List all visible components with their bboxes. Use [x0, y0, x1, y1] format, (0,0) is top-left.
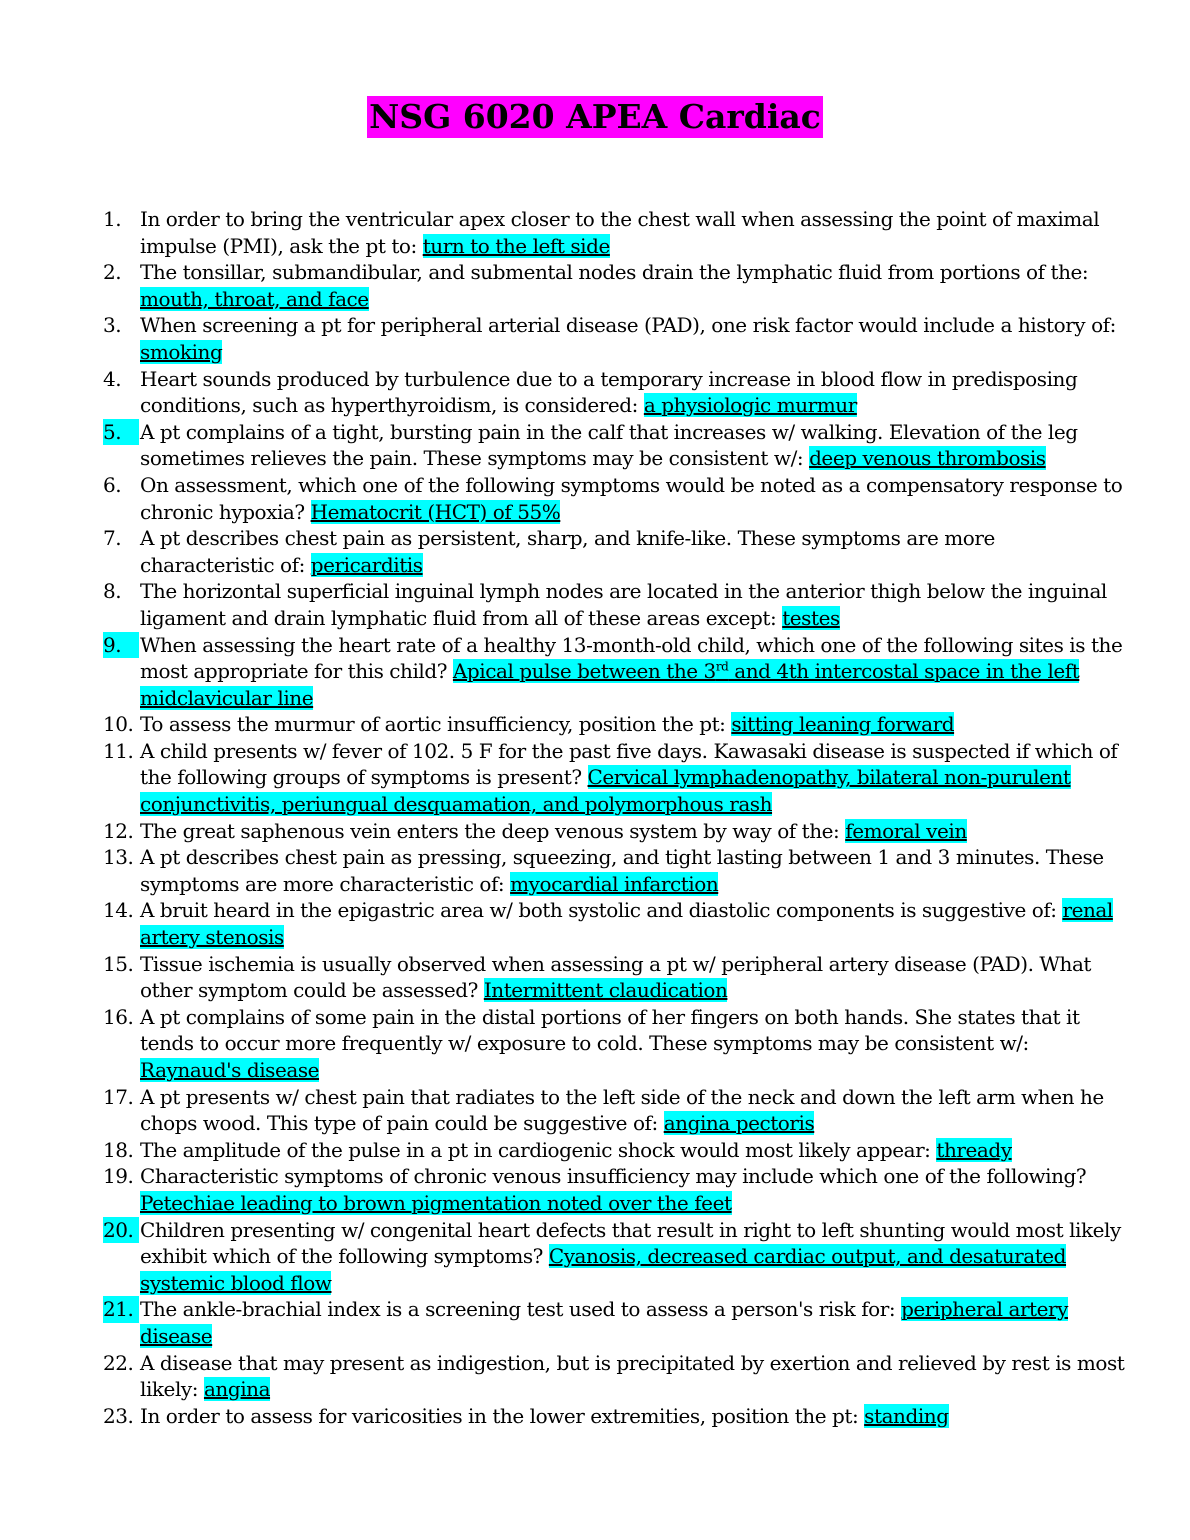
answer-highlight: Hematocrit (HCT) of 55% — [310, 499, 561, 524]
question-text: A pt complains of a tight, bursting pain in the calf that increases w/ walking. Elevation of the leg sometimes relieves the pain. These symptoms may be consistent w/: — [140, 419, 1078, 471]
answer-highlight: mouth, throat, and face — [140, 286, 369, 311]
question-text: A pt presents w/ chest pain that radiates to the left side of the neck and down the left arm when he chops wood. This type of pain could be suggestive of: — [140, 1084, 1104, 1136]
item-number-highlighted: 21. — [103, 1296, 139, 1323]
list-item — [103, 632, 1133, 712]
list-item — [103, 206, 1133, 259]
item-number: 10. — [103, 712, 134, 737]
question-list — [103, 206, 1133, 1429]
item-number-highlighted: 5. — [103, 419, 139, 446]
question-text: In order to bring the ventricular apex closer to the chest wall when assessing the point of maximal impulse (PMI), ask the pt to: — [140, 207, 1100, 258]
question-text: A pt describes chest pain as persistent, sharp, and knife-like. These symptoms are more characteristic of: — [140, 526, 995, 577]
list-item — [103, 1403, 1133, 1430]
list-item — [103, 366, 1133, 419]
answer-highlight: Cyanosis, decreased cardiac output, and desaturated systemic blood flow — [140, 1244, 1067, 1295]
list-item — [103, 844, 1133, 897]
item-number: 19. — [103, 1164, 134, 1189]
item-number: 22. — [103, 1350, 134, 1375]
question-text: On assessment, which one of the following symptoms would be noted as a compensatory response to chronic hypoxia? — [140, 472, 1123, 524]
item-number: 7. — [103, 526, 122, 551]
list-item — [103, 711, 1133, 738]
item-number-highlighted: 20. — [103, 1217, 139, 1244]
list-item — [103, 951, 1133, 1004]
item-number-highlighted: 9. — [103, 632, 139, 659]
question-text: A disease that may present as indigestion, but is precipitated by exertion and relieved by rest is most likely: — [140, 1350, 1125, 1402]
title-container — [0, 96, 1190, 138]
answer-highlight: Petechiae leading to brown pigmentation noted over the feet — [140, 1190, 732, 1215]
answer-highlight: a physiologic murmur — [643, 393, 857, 418]
page-title: NSG 6020 APEA Cardiac — [369, 97, 821, 136]
list-item — [103, 1137, 1133, 1164]
answer-highlight: myocardial infarction — [510, 871, 719, 896]
item-number: 13. — [103, 845, 134, 870]
answer-highlight: testes — [782, 605, 840, 630]
question-text: The tonsillar, submandibular, and submental nodes drain the lymphatic fluid from portions of the: — [140, 260, 1089, 285]
answer-part: and 4th intercostal space in the left midclavicular line — [140, 659, 1080, 710]
question-text: A child presents w/ fever of 102. 5 F for the past five days. Kawasaki disease is suspected if which of the following groups of symptoms is present? — [140, 738, 1118, 790]
question-text: When assessing the heart rate of a healthy 13-month-old child, which one of the following sites is the most appropriate for this child? — [140, 632, 1123, 684]
list-item — [103, 259, 1133, 312]
answer-highlight: sitting leaning forward — [731, 712, 955, 737]
list-item — [103, 1004, 1133, 1084]
question-text: A bruit heard in the epigastric area w/ both systolic and diastolic components is suggestive of: — [140, 898, 1063, 923]
answer-highlight: thready — [936, 1137, 1012, 1162]
item-number: 1. — [103, 207, 122, 231]
item-number: 18. — [103, 1137, 134, 1162]
answer-highlight: renal artery stenosis — [140, 898, 1113, 950]
list-item — [103, 1084, 1133, 1137]
answer-part: Apical pulse between the 3 — [452, 659, 716, 684]
question-text: Tissue ischemia is usually observed when assessing a pt w/ peripheral artery disease (PAD). What other symptom could be assessed? — [140, 951, 1092, 1003]
list-item — [103, 525, 1133, 578]
list-item — [103, 1217, 1133, 1297]
question-text: The horizontal superficial inguinal lymph nodes are located in the anterior thigh below the inguinal ligament and drain lymphatic fluid from all of these areas except: — [140, 579, 1107, 630]
question-text: The amplitude of the pulse in a pt in cardiogenic shock would most likely appear: — [140, 1137, 937, 1162]
list-item — [103, 1350, 1133, 1403]
question-text: Children presenting w/ congenital heart defects that result in right to left shunting would most likely exhibit which of the following symptoms? — [140, 1217, 1121, 1269]
list-item — [103, 738, 1133, 818]
question-text: To assess the murmur of aortic insufficiency, position the pt: — [140, 712, 732, 737]
question-text: Characteristic symptoms of chronic venous insufficiency may include which one of the following? — [140, 1164, 1087, 1189]
ordinal-superscript: rd — [715, 659, 729, 674]
item-number: 3. — [103, 313, 122, 338]
question-text: Heart sounds produced by turbulence due to a temporary increase in blood flow in predisposing conditions, such as hyperthyroidism, is considered: — [140, 366, 1078, 418]
answer-highlight: deep venous thrombosis — [809, 446, 1046, 471]
question-text: When screening a pt for peripheral arterial disease (PAD), one risk factor would include a history of: — [140, 313, 1116, 338]
item-number: 4. — [103, 366, 122, 391]
answer-highlight: peripheral artery disease — [140, 1297, 1068, 1348]
list-item — [103, 897, 1133, 950]
item-number: 2. — [103, 260, 122, 285]
list-item — [103, 472, 1133, 525]
list-item — [103, 578, 1133, 631]
list-item — [103, 312, 1133, 365]
question-text: The great saphenous vein enters the deep venous system by way of the: — [140, 818, 846, 843]
list-item — [103, 1296, 1133, 1349]
answer-highlight: angina — [203, 1377, 271, 1402]
answer-highlight: pericarditis — [310, 552, 423, 577]
item-number: 16. — [103, 1004, 134, 1029]
list-item — [103, 419, 1133, 472]
item-number: 23. — [103, 1403, 134, 1428]
answer-highlight: turn to the left side — [422, 233, 610, 258]
answer-highlight: Raynaud's disease — [140, 1058, 320, 1082]
item-number: 8. — [103, 579, 122, 604]
answer-highlight: Intermittent claudication — [483, 978, 728, 1003]
question-text: In order to assess for varicosities in the lower extremities, position the pt: — [140, 1403, 865, 1428]
item-number: 12. — [103, 818, 134, 843]
question-text: The ankle-brachial index is a screening test used to assess a person's risk for: — [140, 1297, 902, 1322]
question-text: A pt complains of some pain in the distal portions of her fingers on both hands. She states that it tends to occur more frequently w/ exposure to cold. These symptoms may be consistent w/: — [140, 1004, 1080, 1056]
answer-highlight: angina pectoris — [663, 1111, 815, 1136]
item-number: 11. — [103, 738, 134, 763]
item-number: 15. — [103, 951, 134, 976]
answer-highlight: Cervical lymphadenopathy, bilateral non-purulent conjunctivitis, periungual desquamation, and polymorphous rash — [140, 765, 1071, 817]
answer-highlight: femoral vein — [845, 818, 967, 843]
list-item — [103, 818, 1133, 845]
answer-highlight: standing — [864, 1403, 949, 1428]
question-text: A pt describes chest pain as pressing, squeezing, and tight lasting between 1 and 3 minutes. These symptoms are more characteristic of: — [140, 845, 1104, 896]
answer-highlight: smoking — [140, 339, 223, 364]
item-number: 14. — [103, 898, 134, 923]
item-number: 17. — [103, 1084, 134, 1109]
item-number: 6. — [103, 472, 122, 497]
list-item — [103, 1163, 1133, 1216]
